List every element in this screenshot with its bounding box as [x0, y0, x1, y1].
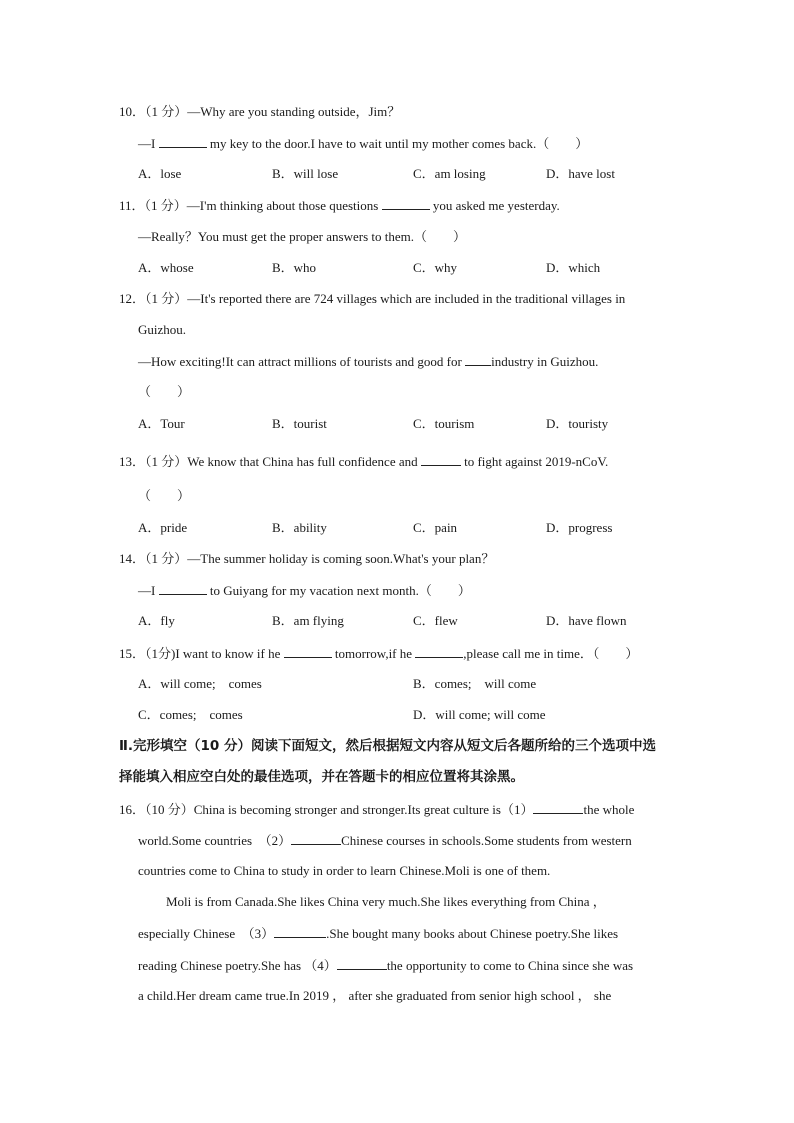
q12-option-a: A．Tour — [138, 416, 185, 431]
q16-line-1 — [119, 801, 634, 818]
q15-option-b: B．comes; will come — [413, 676, 537, 691]
q11-stem-start: 11．（1 分）—I'm thinking about those questions — [119, 198, 382, 213]
q16-line-6-start: reading Chinese poetry.She has （4） — [138, 958, 337, 973]
q15-option-a: A．will come; comes — [138, 676, 262, 691]
q15-blank-2 — [415, 645, 463, 658]
section-2-heading: Ⅱ.完形填空（10 分）阅读下面短文，然后根据短文内容从短文后各题所给的三个选项中选 — [119, 738, 657, 754]
q14-sentence — [138, 582, 471, 599]
q11-option-b: B．who — [272, 260, 317, 275]
q10-sentence — [138, 135, 588, 152]
q13-option-b: B．ability — [272, 520, 327, 535]
q10-option-c: C．am losing — [413, 166, 486, 181]
q12-reply-start: —How exciting!It can attract millions of tourists and good for — [138, 354, 466, 369]
q15-option-d: D．will come; will come — [413, 707, 546, 722]
q16-line-2-end: Chinese courses in schools.Some students from western — [341, 833, 632, 848]
q13-stem-start: 13．（1 分）We know that China has full confidence and — [119, 454, 421, 469]
q13-paren: （ ） — [138, 488, 191, 503]
q16-blank-1 — [533, 801, 583, 814]
q12-reply-end: industry in Guizhou. — [491, 354, 599, 369]
q15-option-c: C．comes; comes — [138, 707, 243, 722]
q13-stem — [119, 453, 608, 470]
q11-blank — [382, 197, 430, 210]
q16-line-6 — [138, 957, 633, 974]
q13-stem-end: to fight against 2019-nCoV. — [460, 454, 609, 469]
q16-line-3: countries come to China to study in order to learn Chinese.Moli is one of them. — [138, 863, 551, 878]
q12-option-d: D．touristy — [546, 416, 609, 431]
q14-sentence-start: —I — [138, 583, 159, 598]
q11-option-d: D．which — [546, 260, 601, 275]
q16-line-7: a child.Her dream came true.In 2019 ， after she graduated from senior high school ， she — [138, 988, 612, 1003]
q13-option-d: D．progress — [546, 520, 613, 535]
q14-option-c: C．flew — [413, 613, 458, 628]
q10-option-b: B．will lose — [272, 166, 339, 181]
q15-stem-part1: 15．（1分)I want to know if he — [119, 646, 284, 661]
q12-stem: 12．（1 分）—It's reported there are 724 villages which are included in the traditional villages in — [119, 291, 626, 306]
q16-line-5 — [138, 925, 618, 942]
q14-option-d: D．have flown — [546, 613, 627, 628]
q12-paren: （ ） — [138, 384, 191, 399]
section-2-instructions: 择能填入相应空白处的最佳选项，并在答题卡的相应位置将其涂黑。 — [119, 769, 524, 785]
q11-reply: —Really？You must get the proper answers to them.（ ） — [138, 229, 466, 244]
q11-option-c: C．why — [413, 260, 458, 275]
q13-blank — [421, 453, 461, 466]
q15-blank-1 — [284, 645, 332, 658]
q12-stem-cont: Guizhou. — [138, 322, 187, 337]
q16-line-1-end: the whole — [583, 802, 635, 817]
q13-option-c: C．pain — [413, 520, 458, 535]
q10-option-d: D．have lost — [546, 166, 615, 181]
q16-blank-2 — [291, 832, 341, 845]
q16-line-5-start: especially Chinese （3） — [138, 926, 275, 941]
q16-line-2 — [138, 832, 632, 849]
q16-blank-4 — [337, 957, 387, 970]
q16-line-1-start: 16．（10 分）China is becoming stronger and stronger.Its great culture is（1） — [119, 802, 534, 817]
q11-stem-end: you asked me yesterday. — [429, 198, 560, 213]
q12-blank — [465, 353, 491, 366]
q12-reply — [138, 353, 598, 370]
q16-line-5-end: .She bought many books about Chinese poetry.She likes — [326, 926, 619, 941]
q15-stem-part2: tomorrow,if he — [331, 646, 416, 661]
q15-stem-part3: ,please call me in time．（ ） — [463, 646, 639, 661]
q14-blank — [159, 582, 207, 595]
q10-blank — [159, 135, 207, 148]
q14-sentence-end: to Guiyang for my vacation next month.（ ） — [206, 583, 471, 598]
q14-option-b: B．am flying — [272, 613, 344, 628]
q13-option-a: A．pride — [138, 520, 188, 535]
q16-line-6-end: the opportunity to come to China since she was — [386, 958, 634, 973]
q16-blank-3 — [274, 925, 326, 938]
q12-option-b: B．tourist — [272, 416, 327, 431]
q10-sentence-end: my key to the door.I have to wait until my mother comes back.（ ） — [206, 136, 589, 151]
q14-stem: 14．（1 分）—The summer holiday is coming soon.What's your plan？ — [119, 551, 495, 566]
q10-stem: 10．（1 分）—Why are you standing outside，Jim？ — [119, 104, 401, 119]
q12-option-c: C．tourism — [413, 416, 475, 431]
q10-sentence-start: —I — [138, 136, 159, 151]
q11-option-a: A．whose — [138, 260, 194, 275]
q11-stem — [119, 197, 560, 214]
q16-line-4: Moli is from Canada.She likes China very much.She likes everything from China ， — [166, 894, 606, 909]
q10-option-a: A．lose — [138, 166, 182, 181]
q16-line-2-start: world.Some countries （2） — [138, 833, 292, 848]
q14-option-a: A．fly — [138, 613, 175, 628]
q15-stem — [119, 645, 638, 662]
